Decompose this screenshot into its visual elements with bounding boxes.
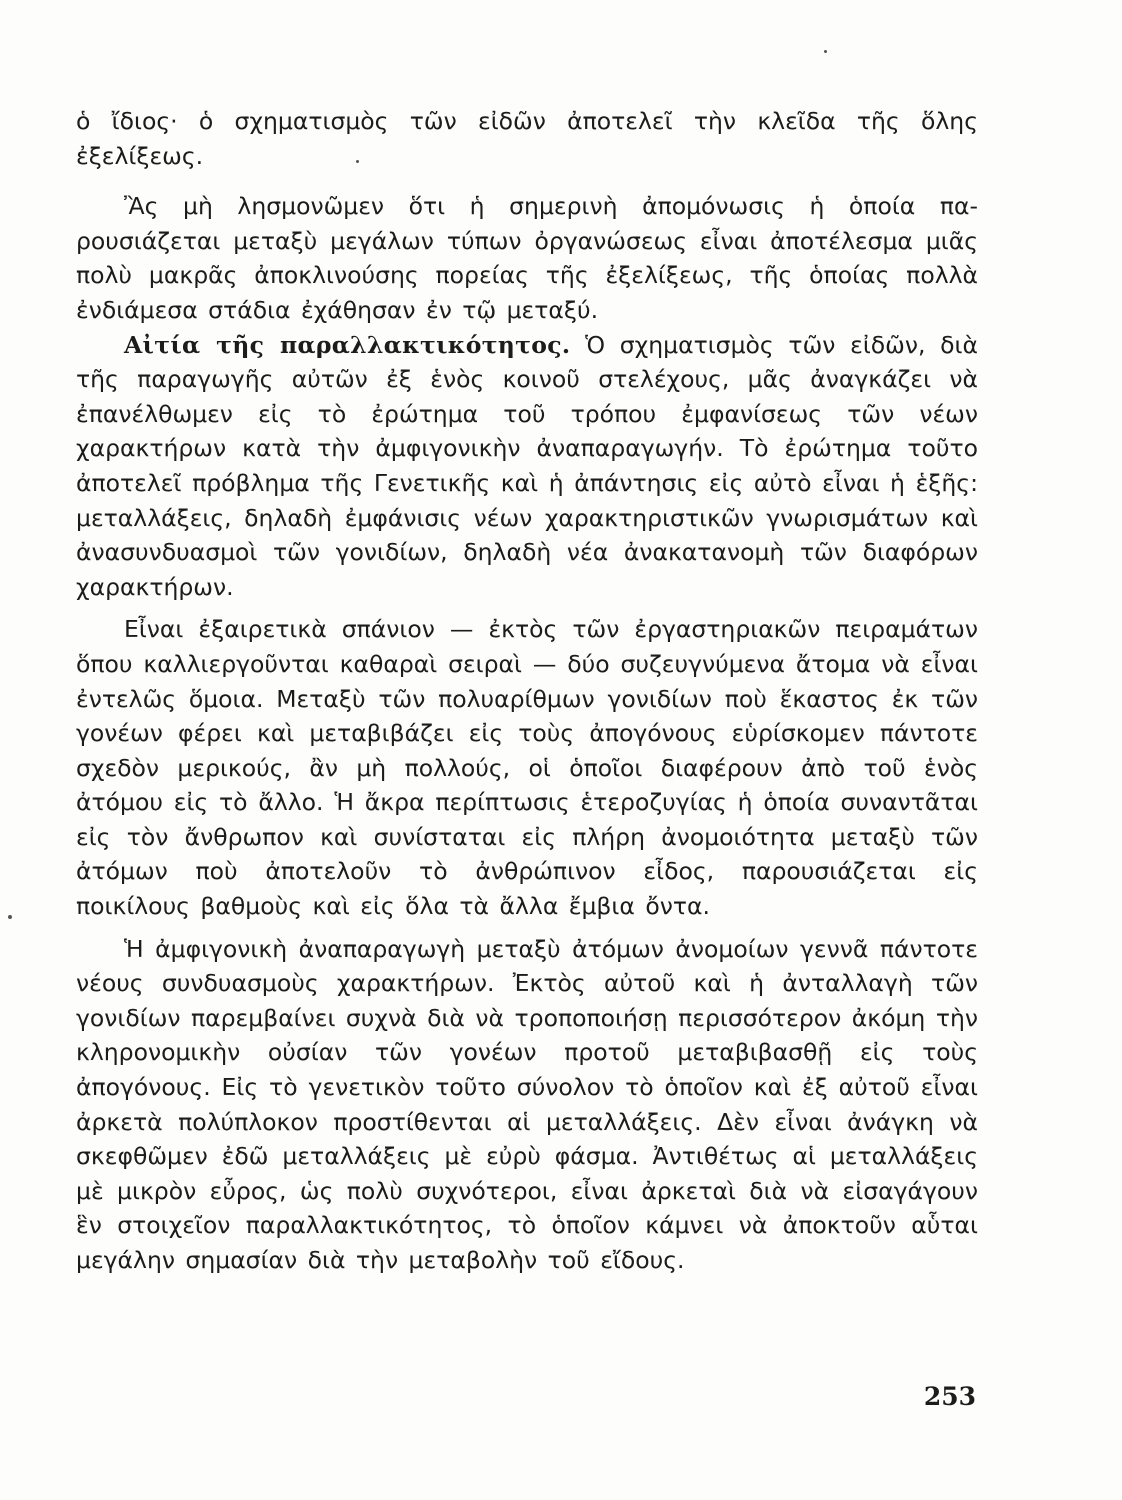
- page-number: 253: [923, 1382, 976, 1411]
- paragraph-3: [76, 328, 978, 605]
- scan-speck: [824, 50, 827, 53]
- paragraph-4: Εἶναι ἐξαιρετικὰ σπάνιον — ἐκτὸς τῶν ἐργαστηριακῶν πειραμάτων ὅπου καλλιεργοῦνται καθαραὶ σειραὶ — δύο συζευγνύμενα ἄτομα νὰ εἶναι ἐντελῶς ὅμοια. Μεταξὺ τῶν πολυαρίθμων γονιδίων ποὺ ἕκαστος ἐκ τῶν γονέων φέρει καὶ μεταβιβάζει εἰς τοὺς ἀπογόνους εὑρίσκομεν πάντοτε σχεδὸν μερικούς, ἂν μὴ πολλούς, οἱ ὁποῖοι διαφέρουν ἀπὸ τοῦ ἑνὸς ἀτόμου εἰς τὸ ἄλλο. Ἡ ἄκρα περίπτωσις ἑτεροζυγίας ἡ ὁποία συναντᾶται εἰς τὸν ἄνθρωπον καὶ συνίσταται εἰς πλήρη ἀνομοιότητα μεταξὺ τῶν ἀτόμων ποὺ ἀποτελοῦν τὸ ἀνθρώπινον εἶδος, παρουσιάζεται εἰς ποικίλους βαθμοὺς καὶ εἰς ὅλα τὰ ἄλλα ἔμβια ὄντα.: [76, 615, 978, 921]
- section-heading: Αἰτία τῆς παραλλακτικότητος.: [124, 330, 571, 359]
- body-text: [76, 104, 978, 1278]
- scan-speck: [356, 160, 359, 163]
- paragraph-1: ὁ ἴδιος· ὁ σχηματισμὸς τῶν εἰδῶν ἀποτελεῖ τὴν κλεῖδα τῆς ὅλης ἐξελίξεως.: [76, 107, 978, 170]
- paragraph-5: Ἡ ἀμφιγονικὴ ἀναπαραγωγὴ μεταξὺ ἀτόμων ἀνομοίων γεννᾶ πάντοτε νέους συνδυασμοὺς χαρακτήρων. Ἐκτὸς αὐτοῦ καὶ ἡ ἀνταλλαγὴ τῶν γονιδίων παρεμβαίνει συχνὰ διὰ νὰ τροποποιήσῃ περισσότερον ἀκόμη τὴν κληρονομικὴν οὐσίαν τῶν γονέων προτοῦ μεταβιβασθῇ εἰς τοὺς ἀπογόνους. Εἰς τὸ γενετικὸν τοῦτο σύνολον τὸ ὁποῖον καὶ ἐξ αὐτοῦ εἶναι ἀρκετὰ πολύπλοκον προστίθενται αἱ μεταλλάξεις. Δὲν εἶναι ἀνάγκη νὰ σκεφθῶμεν ἐδῶ μεταλλάξεις μὲ εὐρὺ φάσμα. Ἀντιθέτως αἱ μεταλλάξεις μὲ μικρὸν εὖρος, ὡς πολὺ συχνότεροι, εἶναι ἀρκεταὶ διὰ νὰ εἰσαγάγουν ἓν στοιχεῖον παραλλακτικότητος, τὸ ὁποῖον κάμνει νὰ ἀποκτοῦν αὗται μεγάλην σημασίαν διὰ τὴν μεταβολὴν τοῦ εἴδους.: [76, 934, 978, 1274]
- scan-speck: [8, 915, 12, 919]
- paragraph-3-text: Ὁ σχηματισμὸς τῶν εἰδῶν, διὰ τῆς παραγωγῆς αὐτῶν ἐξ ἑνὸς κοινοῦ στελέχους, μᾶς ἀναγκάζει νὰ ἐπανέλθωμεν εἰς τὸ ἐρώτημα τοῦ τρόπου ἐμφανίσεως τῶν νέων χαρακτήρων κατὰ τὴν ἀμφιγονικὴν ἀναπαραγωγήν. Τὸ ἐρώτημα τοῦτο ἀποτελεῖ πρόβλημα τῆς Γενετικῆς καὶ ἡ ἀπάντησις εἰς αὐτὸ εἶναι ἡ ἑξῆς: μεταλλάξεις, δηλαδὴ ἐμφάνισις νέων χαρακτηριστικῶν γνωρισμάτων καὶ ἀνασυνδυασμοὶ τῶν γονιδίων, δηλαδὴ νέα ἀνακατανομὴ τῶν διαφόρων χαρακτήρων.: [76, 330, 978, 601]
- paragraph-2: Ἂς μὴ λησμονῶμεν ὅτι ἡ σημερινὴ ἀπομόνωσις ἡ ὁποία παρουσιάζεται μεταξὺ μεγάλων τύπων ὀργανώσεως εἶναι ἀποτέλεσμα μιᾶς πολὺ μακρᾶς ἀποκλινούσης πορείας τῆς ἐξελίξεως, τῆς ὁποίας πολλὰ ἐνδιάμεσα στάδια ἐχάθησαν ἐν τῷ μεταξύ.: [76, 192, 978, 324]
